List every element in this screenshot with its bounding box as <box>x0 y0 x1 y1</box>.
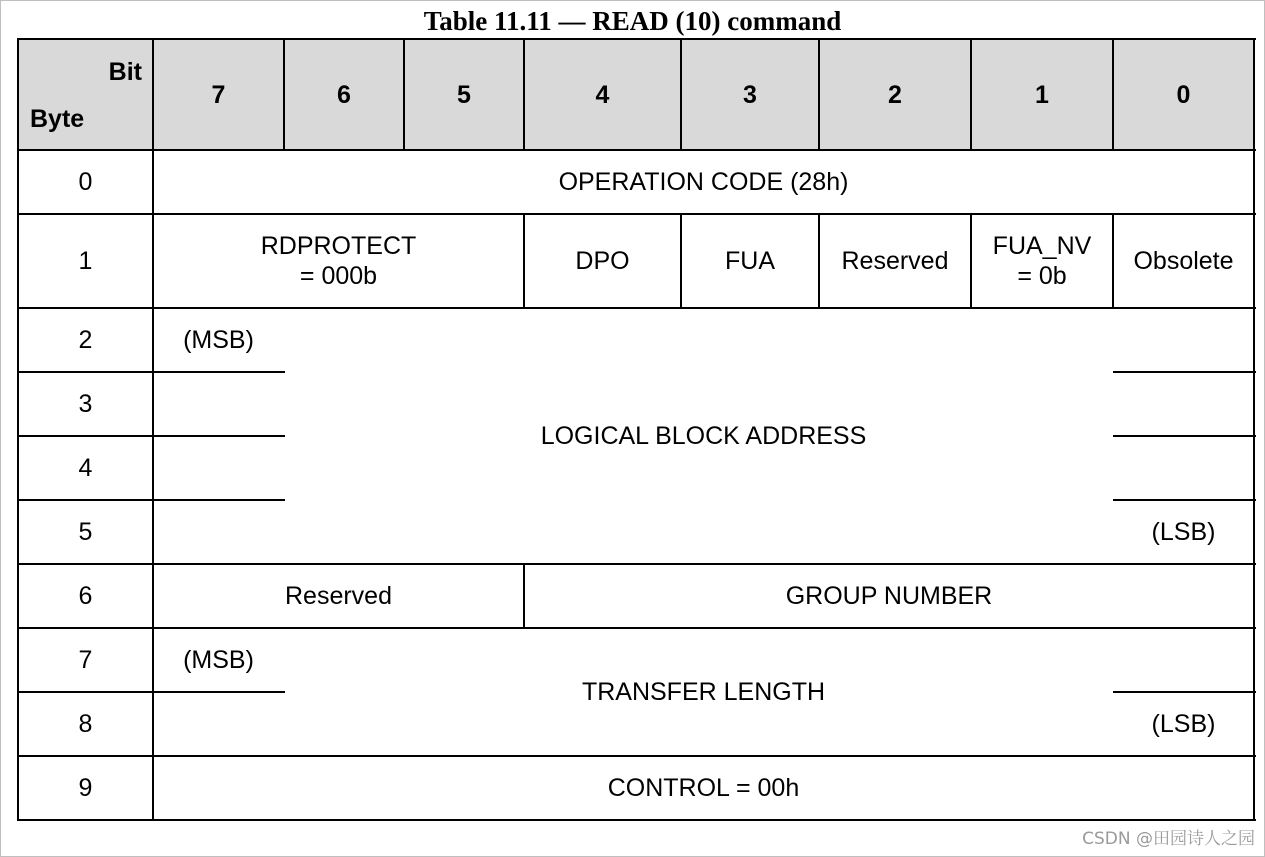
byte-6: 6 <box>78 582 93 610</box>
row-line-partial <box>1113 435 1256 437</box>
fua-nv-value: = 0b <box>1017 262 1067 290</box>
bit-2-header: 2 <box>888 80 902 109</box>
rdprotect-field <box>153 214 524 308</box>
field-divider <box>523 564 525 628</box>
field-divider <box>523 214 525 308</box>
rdprotect-value: = 000b <box>299 262 378 290</box>
byte-0: 0 <box>78 168 93 196</box>
border-bottom <box>17 819 1256 821</box>
bit-5-header: 5 <box>457 80 471 109</box>
bit-4-header: 4 <box>595 80 610 109</box>
header-divider <box>523 38 525 150</box>
field-divider <box>818 214 820 308</box>
table-title: Table 11.11 — READ (10) command <box>423 6 842 36</box>
row-line <box>17 563 1256 565</box>
bit-7-header: 7 <box>211 80 226 109</box>
reserved-byte6-field: Reserved <box>285 582 392 610</box>
row-line-partial <box>17 371 285 373</box>
row-line-partial <box>1113 499 1256 501</box>
row-line-partial <box>17 435 285 437</box>
bit-3-header: 3 <box>743 80 757 109</box>
byte-label: Byte <box>30 105 85 133</box>
row-line <box>17 755 1256 757</box>
row-line <box>17 213 1256 215</box>
byte-5: 5 <box>78 518 93 546</box>
byte-8: 8 <box>78 710 93 738</box>
fua-nv-field <box>971 214 1113 308</box>
transfer-length-lsb-label: (LSB) <box>1151 710 1216 738</box>
lba-lsb-label: (LSB) <box>1151 518 1216 546</box>
fua-field: FUA <box>725 247 775 275</box>
byte-9: 9 <box>78 774 93 802</box>
row-line <box>17 627 1256 629</box>
field-divider <box>680 214 682 308</box>
byte-1: 1 <box>78 247 93 275</box>
header-divider <box>1112 38 1114 150</box>
row-line <box>17 307 1256 309</box>
fua-nv-name: FUA_NV <box>992 232 1092 260</box>
header-divider <box>818 38 820 150</box>
transfer-length-msb-label: (MSB) <box>183 646 254 674</box>
operation-code-field: OPERATION CODE (28h) <box>558 168 849 196</box>
byte-3: 3 <box>78 390 93 418</box>
rdprotect-name: RDPROTECT <box>260 232 417 260</box>
row-line-partial <box>1113 371 1256 373</box>
header-divider <box>970 38 972 150</box>
row-line-partial <box>17 499 285 501</box>
dpo-field: DPO <box>575 247 630 275</box>
transfer-length-field: TRANSFER LENGTH <box>581 678 826 706</box>
lba-msb-label: (MSB) <box>183 326 254 354</box>
byte-2: 2 <box>78 326 93 354</box>
logical-block-address-field: LOGICAL BLOCK ADDRESS <box>540 422 867 450</box>
border-right <box>1253 38 1255 821</box>
header-divider <box>403 38 405 150</box>
row-line-partial <box>17 691 285 693</box>
byte-4: 4 <box>78 454 93 482</box>
byte-column-divider <box>152 38 154 821</box>
byte-7: 7 <box>78 646 93 674</box>
reserved-bit2-field: Reserved <box>841 247 949 275</box>
bit-0-header: 0 <box>1176 80 1191 109</box>
header-divider <box>680 38 682 150</box>
obsolete-field: Obsolete <box>1133 247 1234 275</box>
group-number-field: GROUP NUMBER <box>785 582 993 610</box>
row-line <box>17 149 1256 151</box>
field-divider <box>1112 214 1114 308</box>
border-top <box>17 38 1256 40</box>
header-divider <box>283 38 285 150</box>
field-divider <box>970 214 972 308</box>
control-field: CONTROL = 00h <box>607 774 800 802</box>
row-line-partial <box>1113 691 1256 693</box>
bit-1-header: 1 <box>1035 80 1049 109</box>
watermark: CSDN @田园诗人之园 <box>1082 829 1255 849</box>
bit-6-header: 6 <box>337 80 351 109</box>
border-left <box>17 38 19 821</box>
bit-label: Bit <box>108 58 142 86</box>
